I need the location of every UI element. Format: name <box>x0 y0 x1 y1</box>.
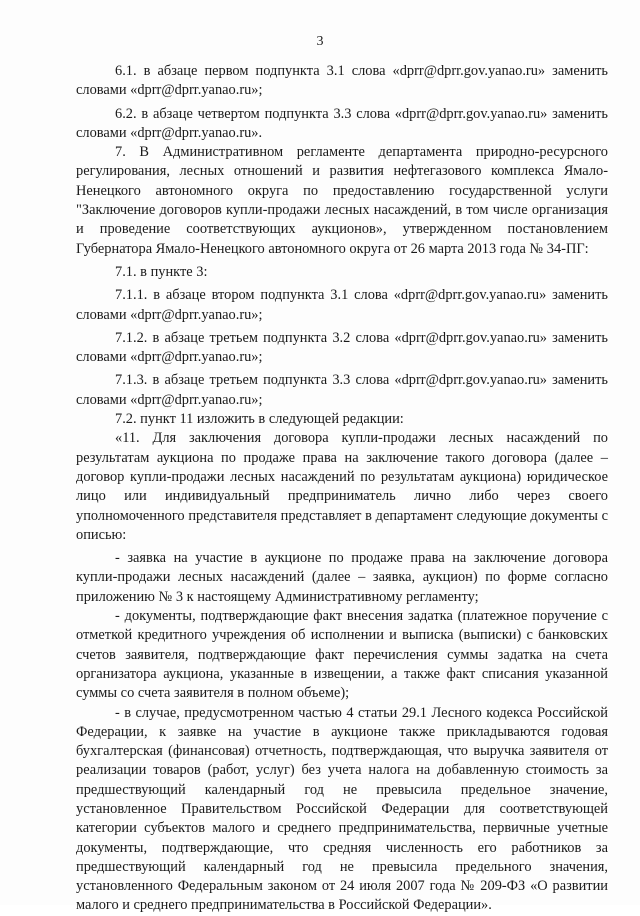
paragraph-7-1-3: 7.1.3. в абзаце третьем подпункта 3.3 слова «dprr@dprr.gov.yanao.ru» заменить словами «dprr@dprr.yanao.ru»; <box>76 372 608 408</box>
list-item-deposit-documents: - документы, подтверждающие факт внесения задатка (платежное поручение с отметкой кредитного учреждения об исполнении и выписка (выписки) с банковских счетов заявителя, подтверждающие факт перечисления суммы задатка на счета организатора аукциона, указанные в извещении, а также факт списания указанной суммы со счета заявителя в полном объеме); <box>76 608 608 702</box>
paragraph-6-2: 6.2. в абзаце четвертом подпункта 3.3 слова «dprr@dprr.gov.yanao.ru» заменить словами «dprr@dprr.yanao.ru». <box>76 105 608 141</box>
page-number: 3 <box>316 34 324 49</box>
paragraph-7: 7. В Административном регламенте департамента природно-ресурсного регулирования, лесных отношений и развития нефтегазового комплекса Ямало-Ненецкого автономного округа по предоставлению государственной услуги "Заключение договоров купли-продажи лесных насаждений, в том числе организация и проведение соответствующих аукционов», утвержденном постановлением Губернатора Ямало-Ненецкого автономного округа от 26 марта 2013 года № 34-ПГ: <box>76 144 608 257</box>
list-item-financial-statements: - в случае, предусмотренном частью 4 статьи 29.1 Лесного кодекса Российской Федерации, к заявке на участие в аукционе также прикладываются годовая бухгалтерская (финансовая) отчетность, подтверждающая, что выручка заявителя от реализации товаров (работ, услуг) без учета налога на добавленную стоимость за предшествующий календарный год не превысила предельное значение, установленное Правительством Российской Федерации для соответствующей категории субъектов малого и среднего предпринимательства, первичные учетные документы, подтверждающие, что средняя численность его работников за предшествующий календарный год не превысила предельного значения, установленного Федеральным законом от 24 июля 2007 года № 209-ФЗ «О развитии малого и среднего предпринимательства в Российской Федерации». <box>76 704 608 914</box>
paragraph-7-1-1: 7.1.1. в абзаце втором подпункта 3.1 слова «dprr@dprr.gov.yanao.ru» заменить словами «dprr@dprr.yanao.ru»; <box>76 287 608 323</box>
paragraph-7-2: 7.2. пункт 11 изложить в следующей редакции: <box>115 411 404 428</box>
paragraph-11: «11. Для заключения договора купли-продажи лесных насаждений по результатам аукциона по продаже права на заключение такого договора (далее – договор купли-продажи лесных насаждений по результатам аукциона) юридическое лицо или индивидуальный предприниматель лично либо через своего уполномоченного представителя представляет в департамент следующие документы с описью: <box>76 430 608 543</box>
paragraph-7-1: 7.1. в пункте 3: <box>115 263 208 280</box>
list-item-application: - заявка на участие в аукционе по продаже права на заключение договора купли-продажи лесных насаждений (далее – заявка, аукцион) по форме согласно приложению № 3 к настоящему Административному регламенту; <box>76 550 608 605</box>
paragraph-6-1: 6.1. в абзаце первом подпункта 3.1 слова «dprr@dprr.gov.yanao.ru» заменить словами «dprr@dprr.yanao.ru»; <box>76 63 608 99</box>
paragraph-7-1-2: 7.1.2. в абзаце третьем подпункта 3.2 слова «dprr@dprr.gov.yanao.ru» заменить словами «dprr@dprr.yanao.ru»; <box>76 329 608 366</box>
document-body <box>76 62 608 916</box>
